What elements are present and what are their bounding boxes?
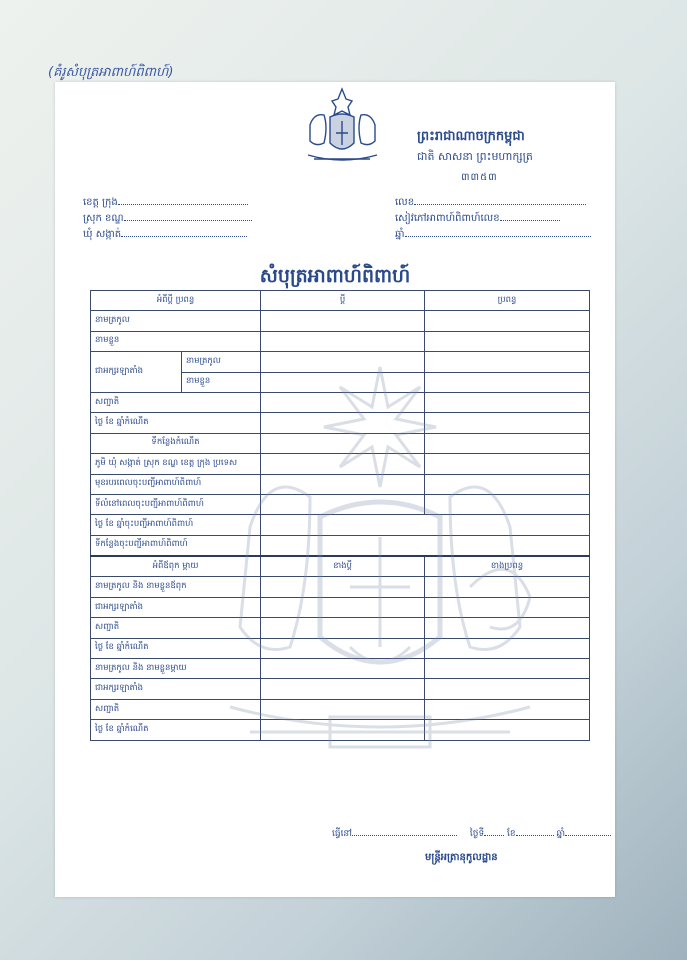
- form-title: សំបុត្រអាពាហ៍ពិពាហ៍: [259, 265, 411, 287]
- row-label-birthplace-detail: ភូមិ ឃុំ សង្កាត់ ស្រុក ខណ្ឌ ខេត្ត ក្រុង ប្រទេស: [91, 454, 261, 474]
- row-label-residence: ទីលំនៅពេលចុះបញ្ជីអាពាហ៍ពិពាហ៍: [91, 494, 261, 514]
- province-field: ខេត្ត ក្រុង: [83, 195, 248, 210]
- row-label-father-name: នាមត្រកូល និង នាមខ្លួនឪពុក: [91, 577, 261, 597]
- row-label-given-name: នាមខ្លួន: [91, 331, 261, 351]
- col-header-wife: ប្រពន្ធ: [425, 291, 590, 311]
- husband-surname-cell[interactable]: [261, 311, 425, 331]
- book-number-field: សៀវភៅអាពាហ៍ពិពាហ៍លេខ: [395, 211, 560, 226]
- row-label-nationality: សញ្ជាតិ: [91, 392, 261, 412]
- commune-field: ឃុំ សង្កាត់: [83, 227, 247, 242]
- coat-of-arms-watermark-icon: [210, 347, 550, 787]
- row-label-father-dob: ថ្ងៃ ខែ ឆ្នាំកំណើត: [91, 638, 261, 658]
- registrar-signature-label: មន្ត្រីអត្រានុកូលដ្ឋាន: [425, 852, 498, 863]
- sample-label: (គំរូសំបុត្រអាពាហ៍ពិពាហ៍): [48, 65, 174, 80]
- row-label-birthplace: ទីកន្លែងកំណើត: [91, 433, 261, 453]
- wife-surname-cell[interactable]: [425, 311, 590, 331]
- ornament-divider: ៣៣៥៣: [461, 172, 498, 183]
- parents-header-subject: អំពីឪពុក ម្តាយ: [91, 556, 261, 577]
- row-label-father-latin: ជាអក្សរឡាតាំង: [91, 597, 261, 617]
- kingdom-name: ព្រះរាជាណាចក្រកម្ពុជា: [417, 129, 525, 144]
- row-label-mother-name: នាមត្រកូល និង នាមខ្លួនម្តាយ: [91, 659, 261, 679]
- parents-header-wife-side: ខាងប្រពន្ធ: [425, 556, 590, 577]
- year-field: ឆ្នាំ: [395, 227, 591, 242]
- issue-date-line: ធ្វើនៅ ថ្ងៃទី ខែ ឆ្នាំ: [332, 827, 611, 841]
- row-label-surname: នាមត្រកូល: [91, 311, 261, 331]
- district-field: ស្រុក ខណ្ឌ: [83, 211, 252, 226]
- parents-header-husband-side: ខាងប្តី: [261, 556, 425, 577]
- number-field: លេខ: [395, 195, 586, 210]
- row-label-reg-place: ទីកន្លែងចុះបញ្ជីអាពាហ៍ពិពាហ៍: [91, 535, 261, 556]
- row-label-reg-date: ថ្ងៃ ខែ ឆ្នាំចុះបញ្ជីអាពាហ៍ពិពាហ៍: [91, 515, 261, 535]
- col-header-subject: អំពីប្តី ប្រពន្ធ: [91, 291, 261, 311]
- row-label-mother-dob: ថ្ងៃ ខែ ឆ្នាំកំណើត: [91, 720, 261, 740]
- row-label-father-nationality: សញ្ជាតិ: [91, 618, 261, 638]
- row-label-latin-given: នាមខ្លួន: [182, 372, 261, 392]
- table-row: [91, 311, 590, 331]
- row-label-mother-latin: ជាអក្សរឡាតាំង: [91, 679, 261, 699]
- row-label-mother-nationality: សញ្ជាតិ: [91, 699, 261, 719]
- marriage-certificate-sheet: [55, 82, 615, 897]
- row-label-latin: ជាអក្សរឡាតាំង: [91, 352, 182, 393]
- row-label-dob: ថ្ងៃ ខែ ឆ្នាំកំណើត: [91, 413, 261, 433]
- royal-coat-of-arms-icon: [300, 85, 385, 170]
- col-header-husband: ប្តី: [261, 291, 425, 311]
- national-motto: ជាតិ សាសនា ព្រះមហាក្សត្រ: [417, 150, 533, 163]
- table-header-row: [91, 291, 590, 311]
- row-label-latin-surname: នាមត្រកូល: [182, 352, 261, 372]
- row-label-occupation: មុខរបរពេលចុះបញ្ជីអាពាហ៍ពិពាហ៍: [91, 474, 261, 494]
